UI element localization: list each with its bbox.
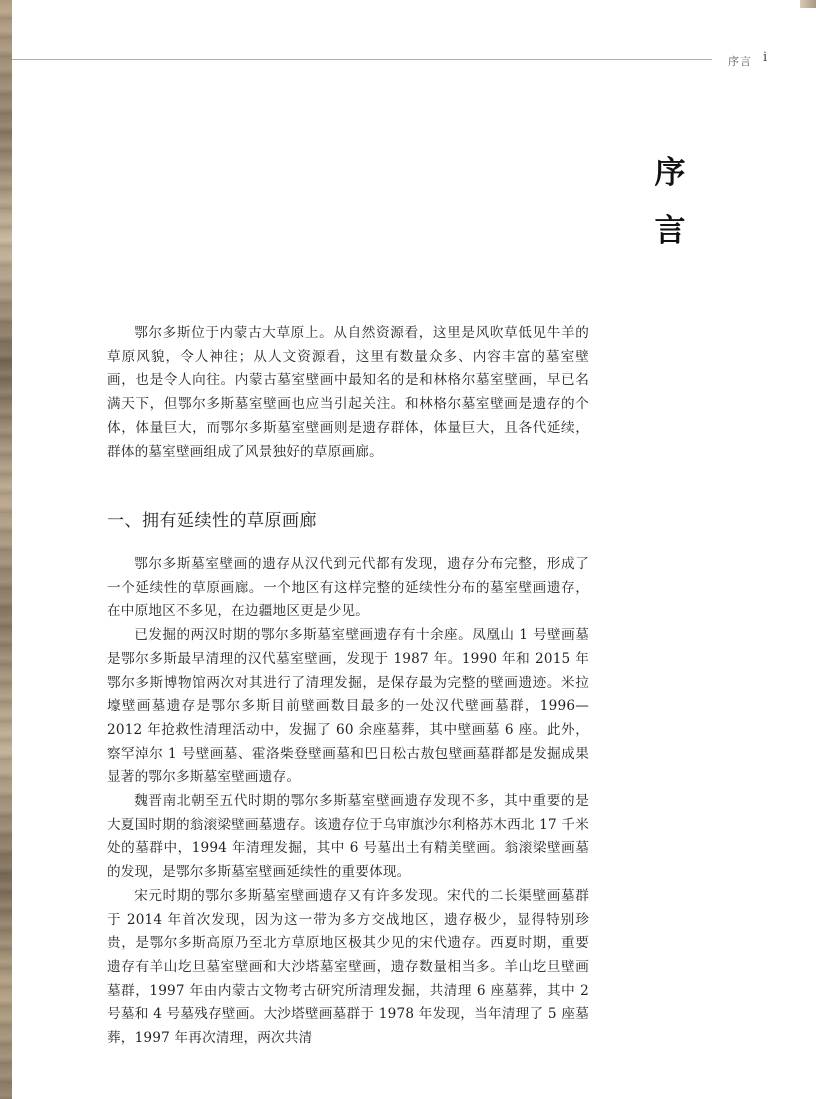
- page-number: i: [763, 50, 768, 65]
- chapter-title-char: 言: [654, 213, 686, 249]
- intro-paragraph: 鄂尔多斯位于内蒙古大草原上。从自然资源看，这里是风吹草低见牛羊的草原风貌，令人神往；从人文资源看，这里有数量众多、内容丰富的墓室壁画，也是令人向往。内蒙古墓室壁画中最知名的是和林格尔墓室壁画，早已名满天下，但鄂尔多斯墓室壁画也应当引起关注。和林格尔墓室壁画是遗存的个体，体量巨大，而鄂尔多斯墓室壁画则是遗存群体，体量巨大，且各代延续，群体的墓室壁画组成了风景独好的草原画廊。: [107, 325, 589, 460]
- body-paragraph: 宋元时期的鄂尔多斯墓室壁画遗存又有许多发现。宋代的二长渠壁画墓群于 2014 年首次发现，因为这一带为多方交战地区，遗存极少，显得特别珍贵，是鄂尔多斯高原乃至北方草原地区极其少见的宋代遗存。西夏时期，重要遗存有羊山圪旦墓室壁画和大沙塔墓室壁画，遗存数量相当多。羊山圪旦壁画墓群，1997 年由内蒙古文物考古研究所清理发掘，共清理 6 座墓葬，其中 2 号墓和 4 号墓残存壁画。大沙塔壁画墓群于 1978 年发现，当年清理了 5 座墓葬，1997 年再次清理，两次共清: [107, 887, 589, 1047]
- section-heading: 一、拥有延续性的草原画廊: [107, 511, 317, 531]
- body-paragraph: 已发掘的两汉时期的鄂尔多斯墓室壁画遗存有十余座。凤凰山 1 号壁画墓是鄂尔多斯最早清理的汉代墓室壁画，发现于 1987 年。1990 年和 2015 年鄂尔多斯博物馆两次对其进行了清理发掘，是保存最为完整的壁画遗迹。米拉壕壁画墓遗存是鄂尔多斯目前壁画数目最多的一处汉代壁画墓群，1996—2012 年抢救性清理活动中，发掘了 60 余座墓葬，其中壁画墓 6 座。此外，察罕淖尔 1 号壁画墓、霍洛柴登壁画墓和巴日松古敖包壁画墓群都是发掘成果显著的鄂尔多斯墓室壁画遗存。: [107, 627, 589, 786]
- body-paragraph: 魏晋南北朝至五代时期的鄂尔多斯墓室壁画遗存发现不多，其中重要的是大夏国时期的翁滚梁壁画墓遗存。该遗存位于乌审旗沙尔利格苏木西北 17 千米处的墓群中，1994 年清理发掘，其中 6 号墓出土有精美壁画。翁滚梁壁画墓的发现，是鄂尔多斯墓室壁画延续性的重要体现。: [107, 793, 589, 881]
- section-body: [107, 553, 589, 1051]
- chapter-title-char: 序: [654, 155, 686, 191]
- running-head: 序言: [728, 55, 752, 68]
- stone-texture-corner: [800, 0, 816, 8]
- intro-text: [107, 322, 589, 464]
- chapter-title: [650, 144, 690, 260]
- header-rule: [12, 59, 712, 60]
- body-paragraph: 鄂尔多斯墓室壁画的遗存从汉代到元代都有发现，遗存分布完整，形成了一个延续性的草原画廊。一个地区有这样完整的延续性分布的墓室壁画遗存，在中原地区不多见，在边疆地区更是少见。: [107, 556, 589, 620]
- stone-texture-edge: [0, 0, 12, 1099]
